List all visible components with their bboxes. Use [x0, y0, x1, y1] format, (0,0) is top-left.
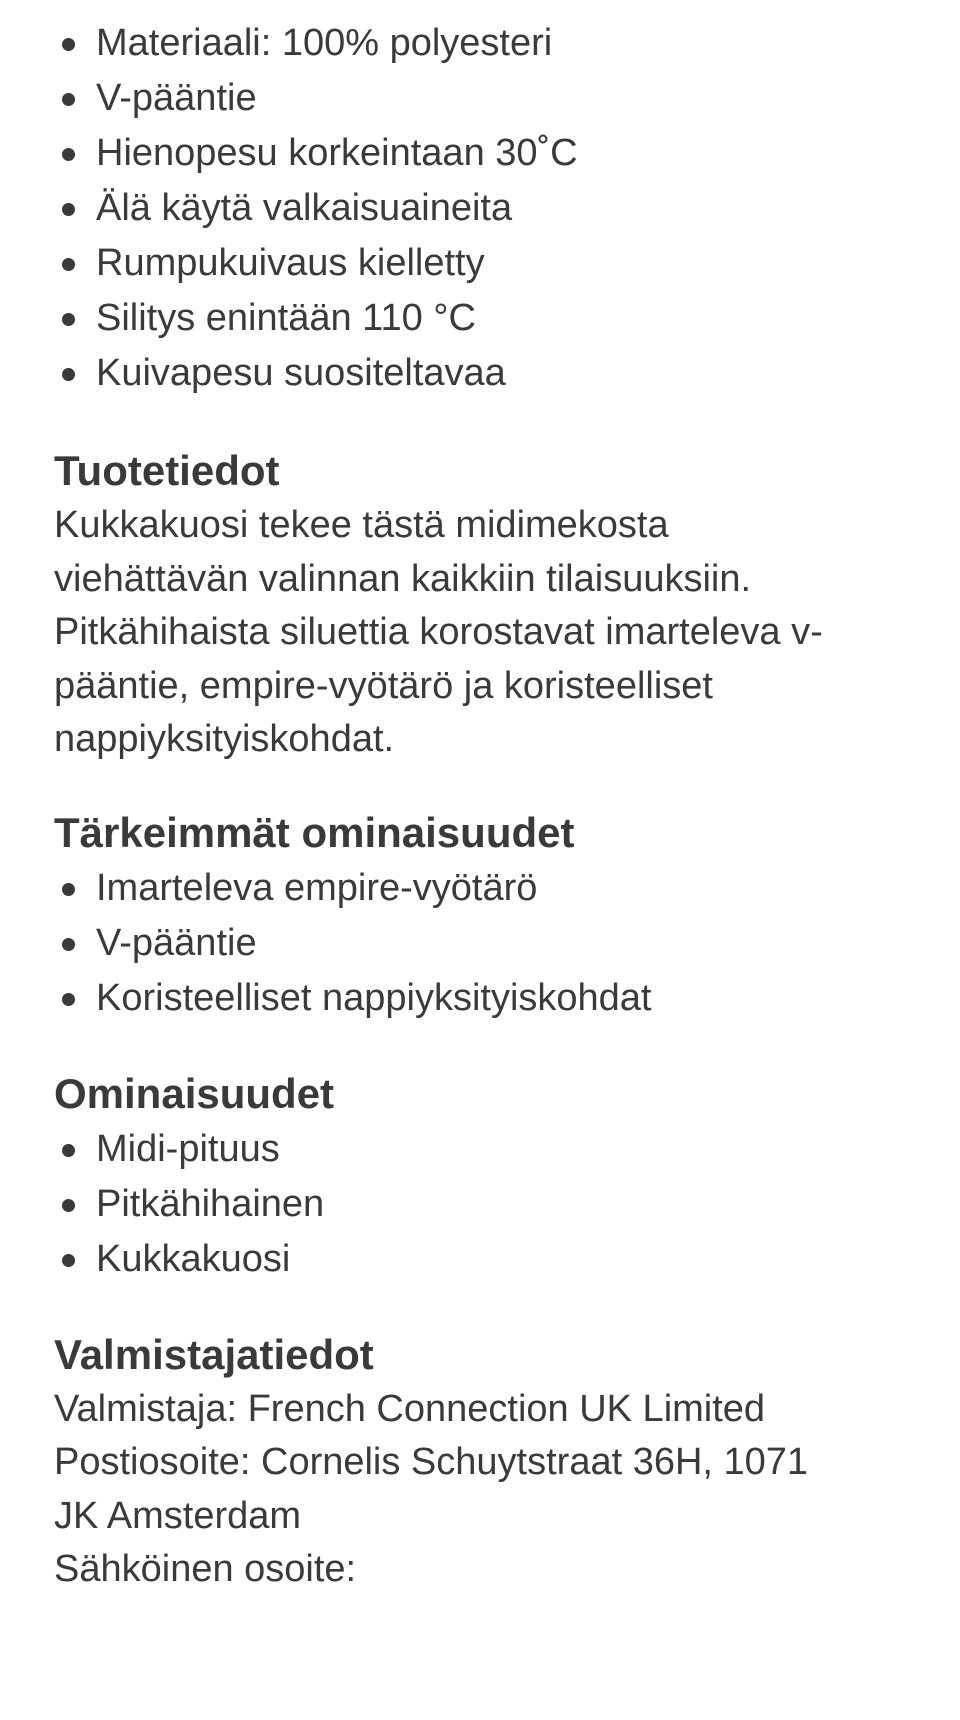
list-item: Älä käytä valkaisuaineita [54, 181, 906, 236]
manufacturer-address: Postiosoite: Cornelis Schuytstraat 36H, 1071 [54, 1441, 809, 1483]
list-item: Materiaali: 100% polyesteri [54, 16, 906, 71]
list-item: Kukkakuosi [54, 1232, 906, 1287]
manufacturer-info [54, 1383, 906, 1597]
manufacturer-email-label: Sähköinen osoite: [54, 1548, 357, 1590]
manufacturer-name: Valmistaja: French Connection UK Limited [54, 1387, 766, 1430]
features-list [54, 1122, 906, 1287]
description-line: Kukkakuosi tekee tästä midimekosta [54, 504, 669, 546]
manufacturer-address-cont: JK Amsterdam [54, 1494, 302, 1537]
key-features-list [54, 861, 906, 1026]
key-features-heading: Tärkeimmät ominaisuudet [54, 808, 575, 856]
product-info-heading: Tuotetiedot [54, 447, 280, 494]
care-list [54, 16, 906, 401]
description-line: nappiyksityiskohdat. [54, 718, 395, 760]
description-line: viehättävän valinnan kaikkiin tilaisuuksiin. [54, 557, 752, 600]
list-item: Koristeelliset nappiyksityiskohdat [54, 971, 906, 1026]
list-item: V-pääntie [54, 916, 906, 971]
description-line: pääntie, empire-vyötärö ja koristeelliset [54, 664, 713, 707]
description-line: Pitkähihaista siluettia korostavat imarteleva v- [54, 611, 823, 653]
product-description [54, 499, 906, 767]
features-heading: Ominaisuudet [54, 1069, 335, 1117]
list-item: Kuivapesu suositeltavaa [54, 346, 906, 401]
list-item: Imarteleva empire-vyötärö [54, 861, 906, 916]
list-item: Hienopesu korkeintaan 30˚C [54, 126, 906, 181]
list-item: Midi-pituus [54, 1122, 906, 1177]
list-item: Pitkähihainen [54, 1177, 906, 1232]
manufacturer-heading: Valmistajatiedot [54, 1330, 374, 1378]
list-item: Rumpukuivaus kielletty [54, 236, 906, 291]
list-item: V-pääntie [54, 71, 906, 126]
list-item: Silitys enintään 110 °C [54, 291, 906, 346]
